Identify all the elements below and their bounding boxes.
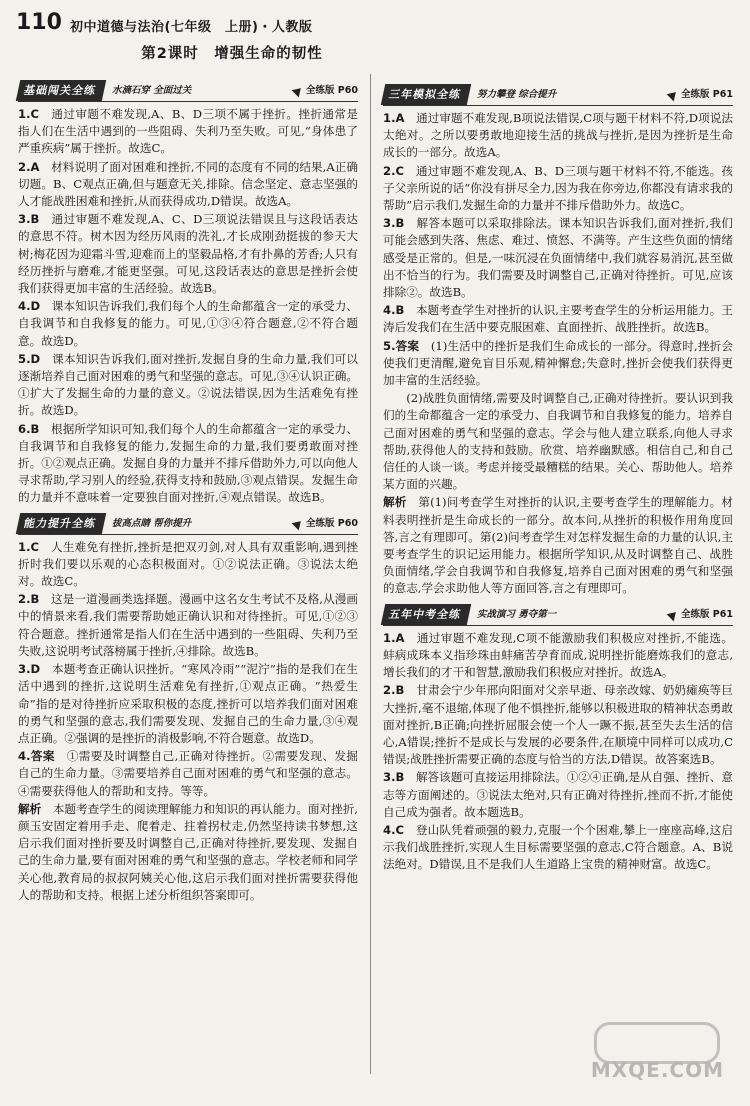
answer-number: 解析 xyxy=(18,801,42,816)
answer-text: 通过审题不难发现,A、C、D三项说法错误且与这段话表达的意思不符。树木因为经历风雨的洗礼,才长成刚劲挺拔的参天大树;梅花因为迎霜斗雪,迎难而上的坚毅品格,才有扑鼻的芳香;人只有经历挫折与磨难,才能更坚强。可见,这段话表达的意思是挫折会使我们获得更加丰富的生活经验。故选B。 xyxy=(18,212,358,296)
page-number: 110 xyxy=(16,10,62,35)
answer-item xyxy=(18,298,358,350)
pen-icon xyxy=(667,89,680,102)
column-divider xyxy=(370,74,371,1074)
answer-item xyxy=(383,822,733,874)
answer-item xyxy=(18,159,358,211)
answer-item xyxy=(18,801,358,904)
right-column xyxy=(383,82,733,875)
answer-item xyxy=(18,661,358,747)
answer-text: (1)生活中的挫折是我们生命成长的一部分。得意时,挫折会使我们更清醒,避免盲目乐观,精神懈怠;失意时,挫折会使我们获得更加丰富的生活经验。 xyxy=(383,338,733,388)
answer-text: 登山队凭着顽强的毅力,克服一个个困难,攀上一座座高峰,这启示我们战胜挫折,实现人生目标需要坚强的意志,C符合题意。A、B说法绝对。D错误,且不是我们人生道路上宝贵的精神财富。故选C。 xyxy=(383,822,733,872)
section-badge: 能力提升全练 xyxy=(16,513,107,534)
answer-number: 2.C xyxy=(383,163,404,178)
section-subtitle: 水滴石穿 全面过关 xyxy=(112,85,192,97)
answer-number: 3.B xyxy=(383,770,405,785)
book-title: 初中道德与法治(七年级 上册)・人教版 xyxy=(70,20,313,35)
answer-number: 4.B xyxy=(383,303,405,318)
answer-item xyxy=(383,769,733,821)
answer-list xyxy=(18,106,358,507)
pen-icon xyxy=(667,608,680,621)
answer-number: 1.A xyxy=(383,630,405,645)
section-badge: 基础闯关全练 xyxy=(16,80,107,101)
answer-item xyxy=(18,106,358,158)
section-ref: 全练版 P60 xyxy=(293,515,358,532)
answer-item xyxy=(383,390,733,493)
answer-text: 这是一道漫画类选择题。漫画中这名女生考试不及格,从漫画中的情景来看,我们需要帮助她正确认识和对待挫折。可见,①②③符合题意。挫折通常是指人们在生活中遇到的一些阻碍、失利乃至失败,这说明考试落榜属于挫折,④排除。故选B。 xyxy=(18,592,358,658)
answer-text: 材料说明了面对困难和挫折,不同的态度有不同的结果,A正确切题。B、C观点正确,但与题意无关,排除。信念坚定、意志坚强的人才能战胜困难和挫折,从而获得成功,D错误。故选A。 xyxy=(18,159,358,209)
answer-list xyxy=(18,539,358,904)
answer-text: 人生难免有挫折,挫折是把双刃剑,对人具有双重影响,遇到挫折时我们要以乐观的心态积极面对。①②说法正确。③说法太绝对。故选C。 xyxy=(18,539,358,589)
pen-icon xyxy=(292,85,305,98)
answer-number: 4.答案 xyxy=(18,749,55,764)
answer-number: 1.A xyxy=(383,111,405,125)
answer-item xyxy=(383,163,733,215)
answer-number: 6.B xyxy=(18,421,40,436)
answer-text: 本题考查正确认识挫折。“寒风冷雨”“泥泞”指的是我们在生活中遇到的挫折,这说明生活难免有挫折,①观点正确。“热爱生命”指的是对待挫折应采取积极的态度,挫折可以培养我们面对困难的勇气和坚强的意志,我们需要发现、发掘自己的生命力量,③④观点正确。②强调的是挫折的消极影响,不符合题意。故选D。 xyxy=(18,662,358,745)
answer-item xyxy=(18,421,358,507)
answer-number: 1.C xyxy=(18,107,39,121)
answer-number: 2.A xyxy=(18,159,40,174)
answer-item xyxy=(18,211,358,297)
answer-list xyxy=(383,110,733,598)
answer-number: 3.B xyxy=(18,212,40,227)
answer-item xyxy=(383,338,733,390)
answer-text: 通过审题不难发现,A、B、D三项不属于挫折。挫折通常是指人们在生活中遇到的一些阻碍、失利乃至失败。可见,“身体患了严重疾病”属于挫折。故选C。 xyxy=(18,107,358,156)
answer-number: 2.B xyxy=(383,683,405,698)
answer-item xyxy=(18,591,358,660)
section-badge: 五年中考全练 xyxy=(381,604,472,625)
answer-number: 5.答案 xyxy=(383,338,420,353)
answer-text: 第(1)问考查学生对挫折的认识,主要考查学生的理解能力。材料表明挫折是生命成长的一部分。故本问,从挫折的积极作用角度回答,言之有理即可。第(2)问考查学生对怎样发掘生命的力量的认识,主要考查学生的识记运用能力。根据所学知识,从及时调整自己、战胜负面情绪,学会自我调节和自我修复,培养自己面对困难的勇气和坚强的意志,学会求助他人等方面回答,言之有理即可。 xyxy=(383,495,733,596)
left-column xyxy=(18,78,358,905)
section-header-mock xyxy=(383,84,733,106)
answer-text: 通过审题不难发现,B项说法错误,C项与题干材料不符,D项说法太绝对。之所以要勇敢地迎接生活的挑战与挫折,是因为挫折是生命成长的一部分。故选A。 xyxy=(383,111,733,160)
section-header-exam xyxy=(383,604,733,626)
lesson-title: 第2课时 增强生命的韧性 xyxy=(141,46,323,62)
answer-number: 3.B xyxy=(383,216,405,231)
answer-item xyxy=(383,682,733,768)
answer-text: 本题考查学生对挫折的认识,主要考查学生的分析运用能力。王涛后发我们在生活中要克服困难、直面挫折、战胜挫折。故选B。 xyxy=(383,303,733,335)
answer-text: 课本知识告诉我们,我们每个人的生命都蕴含一定的承受力、自我调节和自我修复的能力。可见,①③④符合题意,②不符合题意。故选D。 xyxy=(18,299,358,348)
section-header-ability xyxy=(18,513,358,535)
section-ref: 全练版 P60 xyxy=(293,82,358,99)
answer-number: 3.D xyxy=(18,662,41,677)
watermark-text: MXQE.COM xyxy=(590,1058,724,1082)
page-header xyxy=(16,6,734,46)
answer-item xyxy=(18,539,358,591)
answer-item xyxy=(383,110,733,162)
answer-text: ①需要及时调整自己,正确对待挫折。②需要发现、发掘自己的生命力量。③需要培养自己面对困难的勇气和坚强的意志。④需要获得他人的帮助和支持。等等。 xyxy=(18,749,358,798)
watermark xyxy=(584,1022,734,1086)
answer-text: 解答本题可以采取排除法。课本知识告诉我们,面对挫折,我们可能会感到失落、焦虑、难过、愤怒、不满等。产生这些负面的情绪感受是正常的。但是,一味沉浸在负面情绪中,我们就容易消沉,甚至做出不恰当的行为。我们需要及时调整自己,正确对待挫折。可见,应该排除②。故选B。 xyxy=(383,216,733,300)
section-subtitle: 努力攀登 综合提升 xyxy=(477,89,557,101)
answer-text: (2)战胜负面情绪,需要及时调整自己,正确对待挫折。要认识到我们的生命都蕴含一定的承受力、自我调节和自我修复的能力。培养自己面对困难的勇气和坚强的意志。学会与他人建立联系,向他人寻求帮助,获得他人的支持和鼓励。欣赏、培养幽默感。相信自己,和自己信任的人谈一谈。考虑并接受最糟糕的结果。关心、帮助他人。培养某方面的兴趣。 xyxy=(383,391,733,492)
answer-item xyxy=(18,351,358,420)
answer-text: 本题考查学生的阅读理解能力和知识的再认能力。面对挫折,颜玉安固定着用手走、爬着走、拄着拐杖走,仍然坚持读书梦想,这启示我们面对挫折要及时调整自己,正确对待挫折,要发现、发掘自己的生命力量,要有面对困难的勇气和坚强的意志。学校老师和同学关心他,教育局的叔叔阿姨关心他,这启示我们面对挫折需要获得他人的帮助和支持。根据上述分析组织答案即可。 xyxy=(18,801,358,902)
answer-item xyxy=(383,630,733,682)
pen-icon xyxy=(292,517,305,530)
answer-text: 课本知识告诉我们,面对挫折,发掘自身的生命力量,我们可以逐渐培养自己面对困难的勇气和坚强的意志。可见,③④认识正确。①扩大了发掘生命的力量的意义。②说法错误,因为生活难免有挫折。故选D。 xyxy=(18,351,358,418)
answer-text: 通过审题不难发现,A、B、D三项与题干材料不符,不能选。孩子父亲所说的话“你没有拼尽全力,因为我在你旁边,你都没有请求我的帮助”启示我们,发掘生命的力量并不排斥借助外力。故选C。 xyxy=(383,163,733,213)
answer-number: 1.C xyxy=(18,539,39,554)
answer-number: 4.D xyxy=(18,299,41,314)
answer-list xyxy=(383,630,733,874)
answer-text: 根据所学知识可知,我们每个人的生命都蕴含一定的承受力、自我调节和自我修复的能力,发掘生命的力量,我们要勇敢面对挫折。①②观点正确。发掘自身的力量并不排斥借助外力,可以向他人寻求帮助,学习别人的经验,获得支持和鼓励,③观点错误。发掘生命的力量并不意味着一定要独自面对挫折,④观点错误。故选B。 xyxy=(18,421,358,505)
answer-number: 2.B xyxy=(18,592,40,607)
section-header-basic xyxy=(18,80,358,102)
section-subtitle: 拔高点睛 帮你提升 xyxy=(112,518,192,530)
answer-item xyxy=(383,302,733,336)
answer-number: 5.D xyxy=(18,351,41,366)
answer-text: 通过审题不难发现,C项不能激励我们积极应对挫折,不能选。蚌病成珠本义指珍珠由蚌痛苦孕育而成,说明挫折能磨炼我们的意志,增长我们的才干和智慧,激励我们积极应对挫折。故选A。 xyxy=(383,630,733,680)
answer-number: 4.C xyxy=(383,822,404,837)
answer-item xyxy=(18,748,358,800)
answer-number: 解析 xyxy=(383,495,407,510)
answer-text: 甘肃会宁少年邢向阳面对父亲早逝、母亲改嫁、奶奶瘫痪等巨大挫折,毫不退缩,体现了他不惧挫折,能够以积极进取的精神状态勇敢面对挫折,B正确;向挫折屈服会使一个人一蹶不振,甚至失去生活的信心,A错误;挫折不是成长与发展的必要条件,在顺境中同样可以成功,C错误;战胜挫折需要正确的态度与恰当的方法,D错误。故答案选B。 xyxy=(383,683,733,767)
section-badge: 三年模拟全练 xyxy=(381,84,472,105)
answer-item xyxy=(383,494,733,597)
section-subtitle: 实战演习 勇夺第一 xyxy=(477,609,557,621)
section-ref: 全练版 P61 xyxy=(668,606,733,623)
answer-item xyxy=(383,215,733,301)
section-ref: 全练版 P61 xyxy=(668,86,733,103)
answer-text: 解答该题可直接运用排除法。①②④正确,是从自强、挫折、意志等方面阐述的。③说法太绝对,只有正确对待挫折,挫而不折,才能使自己成为强者。故本题选B。 xyxy=(383,770,733,819)
